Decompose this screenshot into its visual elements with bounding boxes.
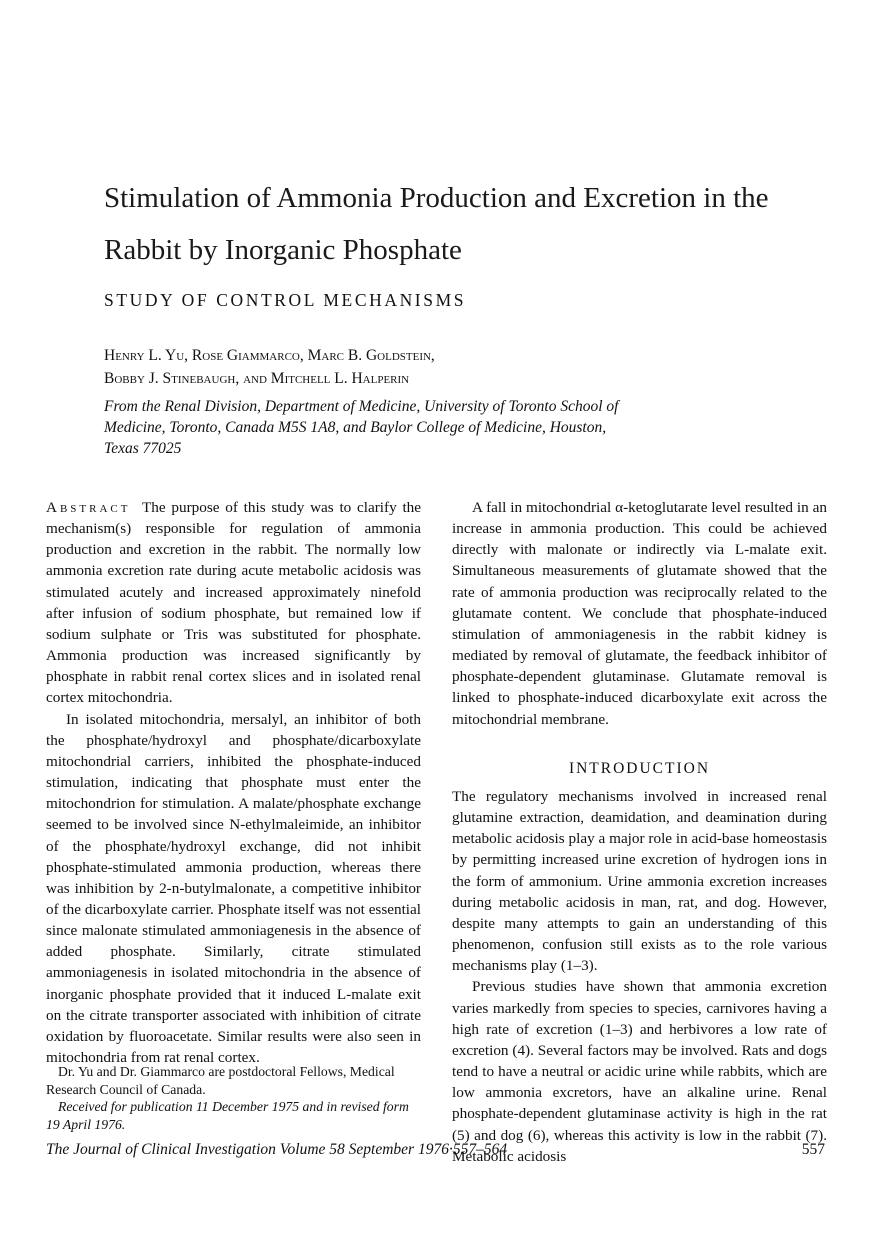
- abstract-paragraph-2: In isolated mitochondria, mersalyl, an inhibitor of both the phosphate/hydroxyl and phosphate/dicarboxylate mitochondrial carriers, inhibited the phosphate-induced stimulation, indicating that phosphate must enter the mitochondrion for stimulation. A malate/phosphate exchange seemed to be involved since N-ethylmaleimide, an inhibitor of the phosphate/hydroxyl exchange, did not inhibit phosphate-stimulated ammonia production, whereas there was inhibition by 2-n-butylmalonate, a competitive inhibitor of the dicarboxylate carrier. Phosphate itself was not essential since malonate stimulated ammoniagenesis in the absence of added phosphate. Similarly, citrate stimulated ammoniagenesis in isolated mitochondria in the absence of inorganic phosphate provided that it induced L-malate exit on the citrate transporter associated with inhibition of citrate oxidation by fluoroacetate. Similar results were also seen in mitochondria from rat renal cortex.: [46, 710, 421, 1067]
- introduction-paragraph-2: Previous studies have shown that ammonia excretion varies markedly from species to species, carnivores having a high rate of excretion (1–3) and herbivores a low rate of excretion (4). Several factors may be involved. Rats and dogs tend to have a neutral or acidic urine while rabbits, which are low ammonia excretors, have an alkaline urine. Renal phosphate-dependent glutaminase activity is high in the rat (5) and dog (6), whereas this activity is low in the rabbit (7). Metabolic acidosis: [452, 978, 827, 1165]
- introduction-body: [452, 786, 827, 1167]
- abstract-heading: Abstract: [46, 499, 131, 516]
- article-subtitle: STUDY OF CONTROL MECHANISMS: [104, 290, 467, 310]
- page-number: 557: [801, 1141, 825, 1158]
- footnote-fellowship: Dr. Yu and Dr. Giammarco are postdoctoral Fellows, Medical Research Council of Canada.: [46, 1064, 395, 1097]
- introduction-paragraph-1: The regulatory mechanisms involved in increased renal glutamine extraction, deamidation, and deamination during metabolic acidosis play a major role in acid-base homeostasis by permitting increased urine excretion of hydrogen ions in the form of ammonium. Urine ammonia excretion increases during metabolic acidosis in man, rat, and dog. However, despite many attempts to gain an understanding of this phenomenon, confusion still exists as to the role various mechanisms play (1–3).: [452, 788, 827, 975]
- abstract-paragraph-3: A fall in mitochondrial α-ketoglutarate level resulted in an increase in ammonia production. This could be achieved directly with malonate or indirectly via L-malate exit. Simultaneous measurements of glutamate showed that the rate of ammonia production was reciprocally related to the glutamate content. We conclude that phosphate-induced stimulation of ammoniagenesis in the rabbit kidney is mediated by removal of glutamate, the feedback inhibitor of phosphate-dependent glutaminase. Glutamate removal is linked to phosphate-induced dicarboxylate exit across the mitochondrial membrane.: [452, 499, 827, 728]
- authors-line-1: Henry L. Yu, Rose Giammarco, Marc B. Goldstein,: [104, 347, 435, 364]
- abstract-paragraph-1: [46, 497, 421, 709]
- right-column-top: [452, 497, 827, 730]
- footnotes: [46, 1063, 421, 1133]
- author-affiliation: From the Renal Division, Department of Medicine, University of Toronto School of Medicine, Toronto, Canada M5S 1A8, and Baylor College of Medicine, Houston, Texas 77025: [104, 398, 619, 457]
- article-title: Stimulation of Ammonia Production and Excretion in the Rabbit by Inorganic Phosphate: [104, 182, 769, 266]
- authors-line-2: Bobby J. Stinebaugh, and Mitchell L. Halperin: [104, 370, 410, 387]
- introduction-heading: INTRODUCTION: [568, 760, 711, 777]
- abstract-text-1: The purpose of this study was to clarify the mechanism(s) responsible for regulation of ammonia production and excretion in the rabbit. The normally low ammonia excretion rate during acute metabolic acidosis was stimulated acutely and increased approximately ninefold after infusion of sodium phosphate, but remained low if sodium sulphate or Tris was substituted for phosphate. Ammonia production was increased significantly by phosphate in rabbit renal cortex slices and in isolated renal cortex mitochondria.: [46, 499, 421, 707]
- left-column: [46, 497, 421, 1068]
- author-list: [104, 344, 804, 390]
- footnote-received: Received for publication 11 December 1975 and in revised form 19 April 1976.: [46, 1099, 409, 1132]
- journal-citation: The Journal of Clinical Investigation Volume 58 September 1976·557–564: [46, 1141, 508, 1158]
